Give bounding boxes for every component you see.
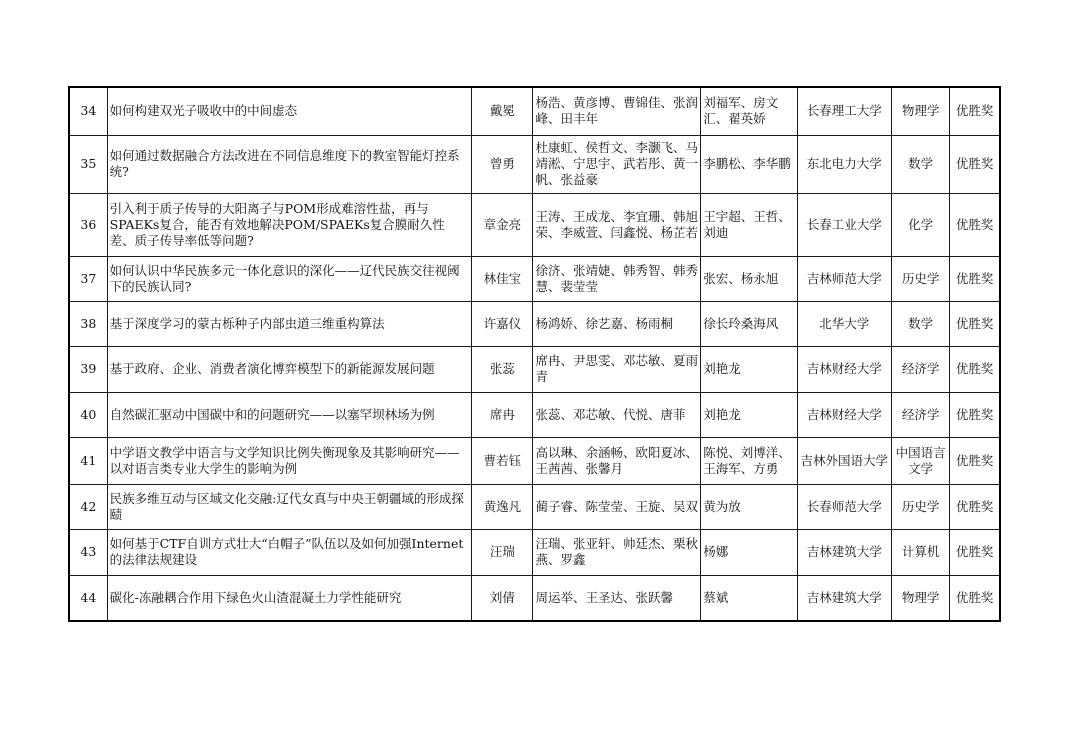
award-level-cell: 优胜奖 bbox=[950, 575, 1000, 621]
row-number-cell: 37 bbox=[69, 256, 107, 301]
award-level-cell: 优胜奖 bbox=[950, 301, 1000, 346]
advisors-cell: 张宏、杨永旭 bbox=[701, 256, 797, 301]
row-number-cell: 42 bbox=[69, 484, 107, 529]
team-members-cell: 汪瑞、张亚轩、帅廷杰、栗秋燕、罗鑫 bbox=[533, 529, 701, 575]
team-leader-cell: 许嘉仪 bbox=[472, 301, 533, 346]
advisors-cell: 徐长玲桑海风 bbox=[701, 301, 797, 346]
project-title-cell: 如何基于CTF自训方式壮大“白帽子”队伍以及如何加强Internet的法律法规建设 bbox=[107, 529, 472, 575]
subject-cell: 经济学 bbox=[891, 346, 949, 392]
project-title-cell: 如何认识中华民族多元一体化意识的深化——辽代民族交往视阈下的民族认同? bbox=[107, 256, 472, 301]
team-leader-cell: 黄逸凡 bbox=[472, 484, 533, 529]
advisors-cell: 蔡斌 bbox=[701, 575, 797, 621]
table-row bbox=[69, 301, 1000, 346]
team-leader-cell: 刘倩 bbox=[472, 575, 533, 621]
advisors-cell: 李鹏松、李华鹏 bbox=[701, 135, 797, 193]
school-name-cell: 吉林师范大学 bbox=[797, 256, 891, 301]
team-leader-cell: 戴冕 bbox=[472, 87, 533, 135]
project-title-cell: 基于政府、企业、消费者演化博弈模型下的新能源发展问题 bbox=[107, 346, 472, 392]
team-members-cell: 王涛、王成龙、李宜珊、韩旭荣、李威萱、闫鑫悦、杨芷若 bbox=[533, 193, 701, 256]
subject-cell: 中国语言文学 bbox=[891, 437, 949, 484]
subject-cell: 物理学 bbox=[891, 575, 949, 621]
row-number-cell: 40 bbox=[69, 392, 107, 437]
school-name-cell: 吉林财经大学 bbox=[797, 392, 891, 437]
team-leader-cell: 章金亮 bbox=[472, 193, 533, 256]
row-number-cell: 43 bbox=[69, 529, 107, 575]
project-title-cell: 如何构建双光子吸收中的中间虚态 bbox=[107, 87, 472, 135]
row-number-cell: 38 bbox=[69, 301, 107, 346]
team-leader-cell: 曹若钰 bbox=[472, 437, 533, 484]
team-members-cell: 杨鸿娇、徐艺嘉、杨雨桐 bbox=[533, 301, 701, 346]
award-level-cell: 优胜奖 bbox=[950, 437, 1000, 484]
team-members-cell: 高以琳、余涵畅、欧阳夏冰、王茜茜、张馨月 bbox=[533, 437, 701, 484]
project-title-cell: 引入利于质子传导的大阳离子与POM形成难溶性盐，再与SPAEKs复合，能否有效地解决POM/SPAEKs复合膜耐久性差、质子传导率低等问题? bbox=[107, 193, 472, 256]
team-leader-cell: 汪瑞 bbox=[472, 529, 533, 575]
team-members-cell: 张蕊、邓芯敏、代悦、唐菲 bbox=[533, 392, 701, 437]
team-members-cell: 杨浩、黄彦博、曹锦佳、张润峰、田丰年 bbox=[533, 87, 701, 135]
table-row bbox=[69, 87, 1000, 135]
table-row bbox=[69, 193, 1000, 256]
row-number-cell: 44 bbox=[69, 575, 107, 621]
school-name-cell: 东北电力大学 bbox=[797, 135, 891, 193]
table-row bbox=[69, 529, 1000, 575]
school-name-cell: 长春理工大学 bbox=[797, 87, 891, 135]
subject-cell: 数学 bbox=[891, 301, 949, 346]
project-title-cell: 碳化-冻融耦合作用下绿色火山渣混凝土力学性能研究 bbox=[107, 575, 472, 621]
row-number-cell: 39 bbox=[69, 346, 107, 392]
team-leader-cell: 席冉 bbox=[472, 392, 533, 437]
team-members-cell: 徐济、张靖婕、韩秀智、韩秀慧、裴莹莹 bbox=[533, 256, 701, 301]
row-number-cell: 41 bbox=[69, 437, 107, 484]
school-name-cell: 吉林建筑大学 bbox=[797, 529, 891, 575]
project-title-cell: 如何通过数据融合方法改进在不同信息维度下的教室智能灯控系统? bbox=[107, 135, 472, 193]
row-number-cell: 35 bbox=[69, 135, 107, 193]
advisors-cell: 刘艳龙 bbox=[701, 346, 797, 392]
award-level-cell: 优胜奖 bbox=[950, 135, 1000, 193]
team-members-cell: 周运举、王圣达、张跃馨 bbox=[533, 575, 701, 621]
award-level-cell: 优胜奖 bbox=[950, 529, 1000, 575]
team-leader-cell: 曾勇 bbox=[472, 135, 533, 193]
table-row bbox=[69, 392, 1000, 437]
table-row bbox=[69, 135, 1000, 193]
project-title-cell: 民族多维互动与区域文化交融:辽代女真与中央王朝疆域的形成探赜 bbox=[107, 484, 472, 529]
team-leader-cell: 林佳宝 bbox=[472, 256, 533, 301]
project-title-cell: 基于深度学习的蒙古栎种子内部虫道三维重构算法 bbox=[107, 301, 472, 346]
team-leader-cell: 张蕊 bbox=[472, 346, 533, 392]
advisors-cell: 陈悦、刘博洋、王海军、方勇 bbox=[701, 437, 797, 484]
advisors-cell: 王宇超、王哲、刘迪 bbox=[701, 193, 797, 256]
project-title-cell: 自然碳汇驱动中国碳中和的问题研究——以塞罕坝林场为例 bbox=[107, 392, 472, 437]
advisors-cell: 黄为放 bbox=[701, 484, 797, 529]
table-row bbox=[69, 437, 1000, 484]
table-row bbox=[69, 346, 1000, 392]
subject-cell: 历史学 bbox=[891, 256, 949, 301]
subject-cell: 数学 bbox=[891, 135, 949, 193]
subject-cell: 化学 bbox=[891, 193, 949, 256]
award-level-cell: 优胜奖 bbox=[950, 256, 1000, 301]
team-members-cell: 席冉、尹思雯、邓芯敏、夏雨青 bbox=[533, 346, 701, 392]
awards-table bbox=[68, 86, 1001, 622]
award-level-cell: 优胜奖 bbox=[950, 87, 1000, 135]
project-title-cell: 中学语文教学中语言与文学知识比例失衡现象及其影响研究——以对语言类专业大学生的影响为例 bbox=[107, 437, 472, 484]
row-number-cell: 34 bbox=[69, 87, 107, 135]
team-members-cell: 蔺子睿、陈莹莹、王旋、吴双 bbox=[533, 484, 701, 529]
award-level-cell: 优胜奖 bbox=[950, 193, 1000, 256]
school-name-cell: 北华大学 bbox=[797, 301, 891, 346]
advisors-cell: 刘艳龙 bbox=[701, 392, 797, 437]
row-number-cell: 36 bbox=[69, 193, 107, 256]
subject-cell: 历史学 bbox=[891, 484, 949, 529]
award-level-cell: 优胜奖 bbox=[950, 484, 1000, 529]
table-row bbox=[69, 575, 1000, 621]
advisors-cell: 杨娜 bbox=[701, 529, 797, 575]
advisors-cell: 刘福军、房文汇、翟英娇 bbox=[701, 87, 797, 135]
subject-cell: 经济学 bbox=[891, 392, 949, 437]
award-level-cell: 优胜奖 bbox=[950, 392, 1000, 437]
school-name-cell: 吉林外国语大学 bbox=[797, 437, 891, 484]
subject-cell: 计算机 bbox=[891, 529, 949, 575]
table-row bbox=[69, 256, 1000, 301]
team-members-cell: 杜康虹、侯哲文、李灏飞、马靖淞、宁思宇、武若彤、黄一帆、张益豪 bbox=[533, 135, 701, 193]
school-name-cell: 长春工业大学 bbox=[797, 193, 891, 256]
awards-table-body bbox=[69, 87, 1000, 621]
school-name-cell: 长春师范大学 bbox=[797, 484, 891, 529]
table-row bbox=[69, 484, 1000, 529]
award-level-cell: 优胜奖 bbox=[950, 346, 1000, 392]
school-name-cell: 吉林财经大学 bbox=[797, 346, 891, 392]
school-name-cell: 吉林建筑大学 bbox=[797, 575, 891, 621]
subject-cell: 物理学 bbox=[891, 87, 949, 135]
